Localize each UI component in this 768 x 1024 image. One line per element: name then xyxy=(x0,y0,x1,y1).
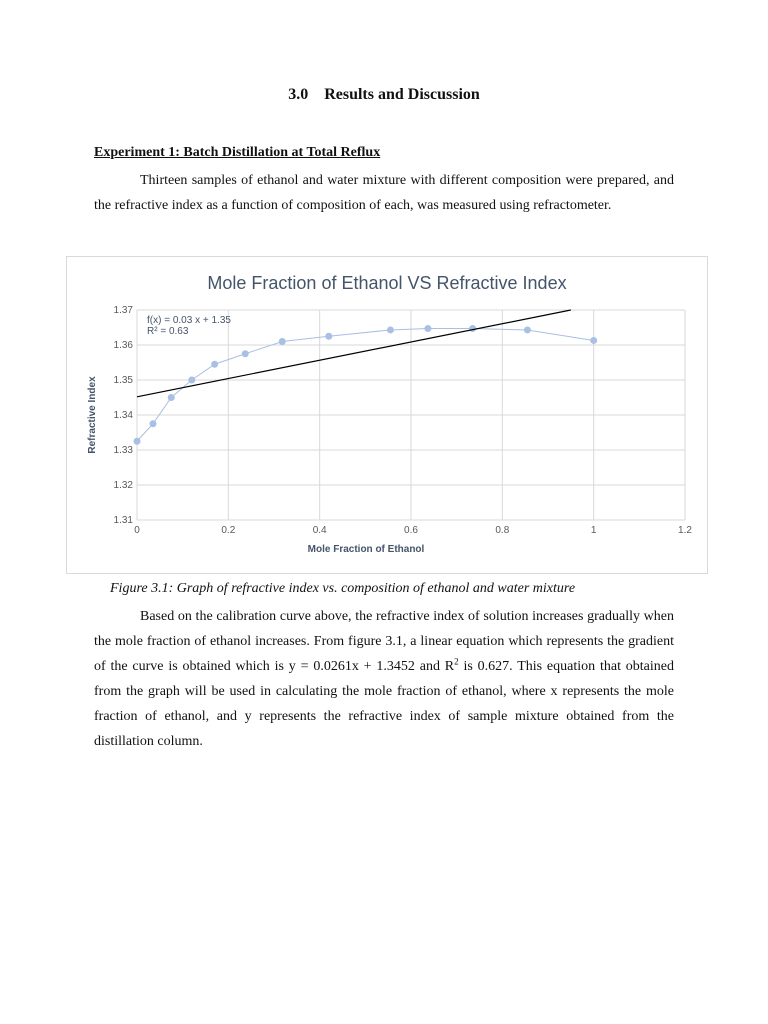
data-point xyxy=(387,326,394,333)
x-tick-label: 1.2 xyxy=(678,525,692,536)
y-tick-label: 1.37 xyxy=(113,305,133,316)
x-tick-label: 0.4 xyxy=(312,525,327,536)
x-tick-label: 1 xyxy=(590,525,597,536)
intro-paragraph xyxy=(94,168,674,218)
section-number: 3.0 xyxy=(288,86,309,103)
data-point xyxy=(211,361,218,368)
data-point xyxy=(325,333,332,340)
trendline-equation: f(x) = 0.03 x + 1.35 xyxy=(147,315,231,326)
calibration-chart xyxy=(66,256,708,574)
data-point xyxy=(134,438,141,445)
data-point xyxy=(168,394,175,401)
discussion-text-part2: is 0.627. This equation that obtained from the graph will be used in calculating the mole fraction of ethanol, where x represents the mole fraction of ethanol, and y represents the refractive index of sample mixture obtained from the distillation column. xyxy=(94,659,675,749)
section-title: Results and Discussion xyxy=(324,86,480,103)
y-tick-label: 1.33 xyxy=(113,445,133,456)
x-tick-label: 0 xyxy=(134,525,140,536)
experiment-subheading: Experiment 1: Batch Distillation at Total Reflux xyxy=(94,145,381,160)
chart-title: Mole Fraction of Ethanol VS Refractive Index xyxy=(207,273,567,293)
y-tick-label: 1.31 xyxy=(113,515,133,526)
x-tick-label: 0.2 xyxy=(221,525,236,536)
x-axis-label: Mole Fraction of Ethanol xyxy=(307,544,425,555)
intro-paragraph-text: Thirteen samples of ethanol and water mixture with different composition were prepared, and the refractive index as a function of composition of each, was measured using refractometer. xyxy=(94,173,674,213)
data-point xyxy=(590,337,597,344)
y-tick-label: 1.34 xyxy=(113,410,133,421)
y-tick-label: 1.35 xyxy=(113,375,133,386)
y-tick-label: 1.36 xyxy=(113,340,133,351)
data-point xyxy=(188,377,195,384)
x-tick-label: 0.6 xyxy=(404,525,418,536)
data-point xyxy=(279,338,286,345)
data-point xyxy=(149,420,156,427)
figure-caption: Figure 3.1: Graph of refractive index vs. composition of ethanol and water mixture xyxy=(110,581,576,596)
discussion-text-part1: Based on the calibration curve above, the refractive index of solution increases gradually when the mole fraction of ethanol increases. From figure 3.1, a linear equation which represents the gradient of the curve is obtained which is y = 0.0261x + 1.3452 and R xyxy=(94,609,674,674)
r-squared-superscript: 2 xyxy=(454,656,459,667)
y-axis-label: Refractive Index xyxy=(87,376,98,454)
chart-svg xyxy=(67,257,707,573)
data-point xyxy=(424,325,431,332)
x-tick-label: 0.8 xyxy=(495,525,510,536)
section-heading xyxy=(0,86,768,104)
data-point xyxy=(469,325,476,332)
trendline-r-squared: R² = 0.63 xyxy=(147,326,189,337)
discussion-paragraph xyxy=(94,604,674,754)
data-point xyxy=(242,350,249,357)
data-point xyxy=(524,326,531,333)
y-tick-label: 1.32 xyxy=(113,480,133,491)
